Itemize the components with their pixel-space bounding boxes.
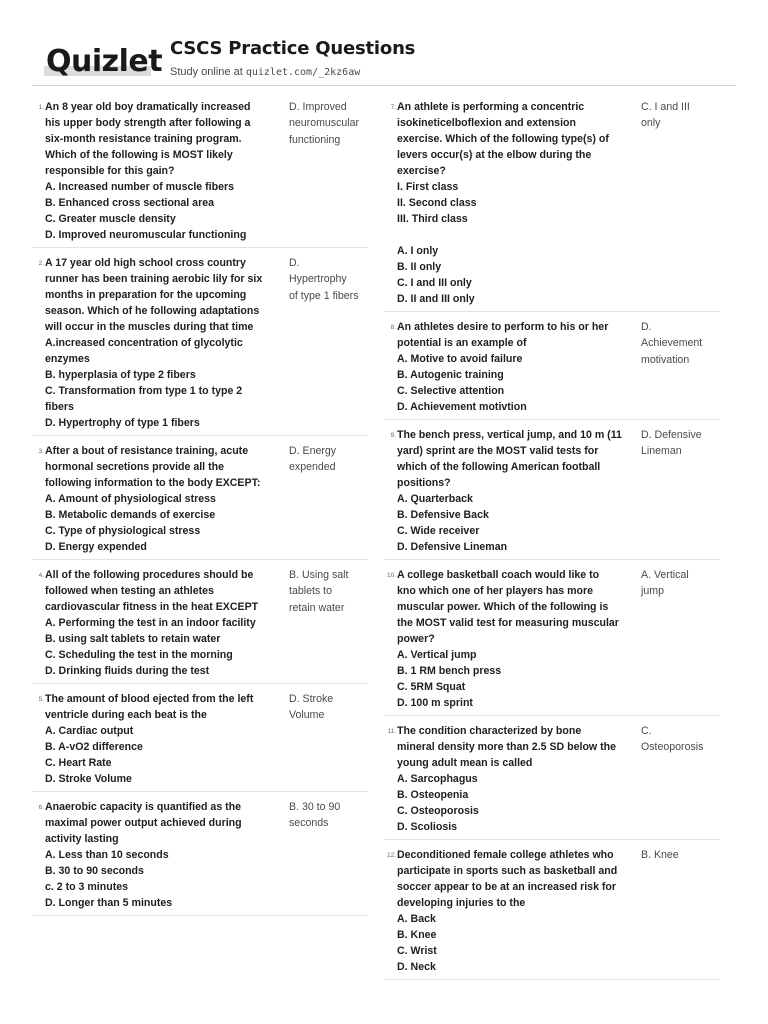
- term-line: An athletes desire to perform to his or her: [397, 321, 609, 333]
- term-line: B. Defensive Back: [397, 509, 489, 521]
- term-line: B. hyperplasia of type 2 fibers: [45, 369, 196, 381]
- definition-line: D. Improved: [289, 101, 347, 113]
- definition-line: jump: [641, 585, 664, 598]
- flashcard: [384, 564, 720, 716]
- term-line: B. Enhanced cross sectional area: [45, 197, 214, 209]
- term-line: C. Greater muscle density: [45, 213, 176, 225]
- term-line: After a bout of resistance training, acute: [45, 445, 249, 457]
- term-line: C. Transformation from type 1 to type 2: [45, 385, 243, 397]
- term-line: D. Stroke Volume: [45, 773, 132, 785]
- term-line: yard) sprint are the MOST valid tests for: [397, 445, 599, 457]
- definition-line: neuromuscular: [289, 117, 360, 130]
- flashcard: [32, 688, 368, 792]
- definition-line: D. Defensive: [641, 429, 702, 441]
- definition-line: tablets to: [289, 585, 332, 598]
- term-line: kno which one of her players has more: [397, 585, 594, 597]
- flashcard: [32, 564, 368, 684]
- term-line: A. Cardiac output: [45, 725, 134, 737]
- card-number: 6.: [38, 804, 44, 811]
- term-line: The amount of blood ejected from the left: [45, 693, 254, 705]
- term-line: C. Osteoporosis: [397, 805, 479, 817]
- term-line: C. Selective attention: [397, 385, 505, 397]
- term-line: B. Knee: [397, 929, 437, 941]
- term-line: B. Osteopenia: [397, 789, 469, 801]
- term-line: B. Autogenic training: [397, 369, 504, 381]
- term-line: C. Wide receiver: [397, 525, 480, 537]
- definition-line: Achievement: [641, 337, 703, 350]
- term-line: A. Performing the test in an indoor facility: [45, 617, 256, 629]
- card-term: [45, 99, 286, 243]
- left-column: [32, 96, 368, 920]
- term-line: ventricle during each beat is the: [45, 709, 207, 721]
- card-number: 10.: [386, 572, 396, 579]
- card-definition: [638, 427, 720, 555]
- definition-line: expended: [289, 461, 336, 474]
- term-line: D. Defensive Lineman: [397, 541, 508, 553]
- term-line: D. Energy expended: [45, 541, 147, 553]
- term-line: An 8 year old boy dramatically increased: [45, 101, 251, 113]
- definition-line: B. Knee: [641, 849, 679, 861]
- term-line: season. Which of he following adaptations: [45, 305, 260, 317]
- term-line: A. Increased number of muscle fibers: [45, 181, 234, 193]
- term-line: followed when testing an athletes: [45, 585, 214, 597]
- card-term: [397, 427, 638, 555]
- term-line: A. Quarterback: [397, 493, 473, 505]
- term-line: runner has been training aerobic lily for six: [45, 273, 263, 285]
- term-line: D. Improved neuromuscular functioning: [45, 229, 247, 241]
- term-line: cardiovascular fitness in the heat EXCEPT: [45, 601, 259, 613]
- term-line: soccer appear to be at an increased risk for: [397, 881, 617, 893]
- term-line: D. Hypertrophy of type 1 fibers: [45, 417, 200, 429]
- term-line: D. Neck: [397, 961, 436, 973]
- definition-line: seconds: [289, 817, 329, 830]
- term-line: C. Type of physiological stress: [45, 525, 201, 537]
- card-definition: [286, 567, 368, 679]
- term-line: A. Amount of physiological stress: [45, 493, 216, 505]
- card-definition: [286, 691, 368, 787]
- term-line: positions?: [397, 477, 451, 489]
- card-term: [45, 567, 286, 679]
- term-line: B. II only: [397, 261, 442, 273]
- card-number: 9.: [390, 432, 396, 439]
- term-line: hormonal secretions provide all the: [45, 461, 224, 473]
- term-line: B. Metabolic demands of exercise: [45, 509, 216, 521]
- term-line: B. 30 to 90 seconds: [45, 865, 144, 877]
- term-line: D. 100 m sprint: [397, 697, 473, 709]
- term-line: A. Sarcophagus: [397, 773, 478, 785]
- term-line: The bench press, vertical jump, and 10 m (11: [397, 429, 622, 441]
- definition-line: functioning: [289, 133, 341, 146]
- term-line: D. II and III only: [397, 293, 475, 305]
- page-title: CSCS Practice Questions: [170, 38, 416, 59]
- term-line: C. 5RM Squat: [397, 681, 466, 693]
- definition-line: D.: [289, 257, 300, 269]
- term-line: D. Longer than 5 minutes: [45, 897, 173, 909]
- term-line: young adult mean is called: [397, 757, 533, 769]
- flashcard: [32, 252, 368, 436]
- card-definition: [638, 99, 720, 307]
- term-line: months in preparation for the upcoming: [45, 289, 247, 301]
- card-term: [45, 691, 286, 787]
- term-line: B. using salt tablets to retain water: [45, 633, 221, 645]
- definition-line: only: [641, 117, 661, 130]
- definition-line: A. Vertical: [641, 569, 689, 581]
- term-line: Anaerobic capacity is quantified as the: [45, 801, 242, 813]
- card-number: 5.: [38, 696, 44, 703]
- card-definition: [286, 799, 368, 911]
- term-line: A. Back: [397, 913, 436, 925]
- term-line: B. A-vO2 difference: [45, 741, 143, 753]
- term-line: his upper body strength after following a: [45, 117, 251, 129]
- card-term: [45, 443, 286, 555]
- card-term: [45, 255, 286, 431]
- page-subtitle: [170, 66, 360, 78]
- card-definition: [638, 319, 720, 415]
- subtitle-prefix: Study online at: [170, 66, 246, 78]
- term-line: D. Drinking fluids during the test: [45, 665, 210, 677]
- term-line: II. Second class: [397, 197, 477, 209]
- definition-line: C.: [641, 725, 652, 737]
- definition-line: Lineman: [641, 445, 682, 458]
- card-term: [397, 723, 638, 835]
- card-definition: [638, 567, 720, 711]
- term-line: exercise. Which of the following type(s) of: [397, 133, 609, 145]
- term-line: following information to the body EXCEPT:: [45, 477, 261, 489]
- term-line: isokineticelboflexion and extension: [397, 117, 576, 129]
- term-line: enzymes: [45, 353, 90, 365]
- term-line: D. Scoliosis: [397, 821, 458, 833]
- card-term: [397, 847, 638, 975]
- term-line: c. 2 to 3 minutes: [45, 881, 129, 893]
- definition-line: of type 1 fibers: [289, 289, 359, 302]
- term-line: power?: [397, 633, 435, 645]
- study-url-link[interactable]: quizlet.com/_2kz6aw: [245, 67, 361, 78]
- term-line: which of the following American football: [397, 461, 601, 473]
- definition-line: D. Stroke: [289, 693, 334, 705]
- definition-line: B. Using salt: [289, 569, 349, 581]
- term-line: III. Third class: [397, 213, 468, 225]
- term-line: participate in sports such as basketball and: [397, 865, 618, 877]
- term-line: will occur in the muscles during that time: [45, 321, 254, 333]
- term-line: A. I only: [397, 245, 439, 257]
- term-line: fibers: [45, 401, 74, 413]
- term-line: I. First class: [397, 181, 459, 193]
- definition-line: D. Energy: [289, 445, 337, 457]
- definition-line: B. 30 to 90: [289, 801, 341, 813]
- term-line: Which of the following is MOST likely: [45, 149, 233, 161]
- term-line: A. Less than 10 seconds: [45, 849, 169, 861]
- term-line: mineral density more than 2.5 SD below the: [397, 741, 616, 753]
- term-line: C. I and III only: [397, 277, 472, 289]
- header-divider: [32, 85, 736, 86]
- definition-line: D.: [641, 321, 652, 333]
- definition-line: motivation: [641, 353, 690, 366]
- term-line: A.increased concentration of glycolytic: [45, 337, 243, 349]
- term-line: A college basketball coach would like to: [397, 569, 600, 581]
- term-line: exercise?: [397, 165, 446, 177]
- card-number: 11.: [387, 728, 396, 735]
- term-line: B. 1 RM bench press: [397, 665, 502, 677]
- flashcard: [384, 720, 720, 840]
- document-header: [0, 0, 768, 86]
- quizlet-logo: Quizlet: [46, 44, 163, 79]
- flashcard: [32, 796, 368, 916]
- term-line: [397, 227, 638, 243]
- flashcard: [384, 316, 720, 420]
- term-line: A. Vertical jump: [397, 649, 477, 661]
- card-definition: [286, 443, 368, 555]
- right-column: [384, 96, 720, 984]
- term-line: the MOST valid test for measuring muscular: [397, 617, 619, 629]
- card-number: 3.: [38, 448, 44, 455]
- term-line: six-month resistance training program.: [45, 133, 242, 145]
- term-line: muscular power. Which of the following is: [397, 601, 609, 613]
- term-line: A 17 year old high school cross country: [45, 257, 246, 269]
- term-line: responsible for this gain?: [45, 165, 175, 177]
- term-line: C. Heart Rate: [45, 757, 112, 769]
- card-definition: [286, 255, 368, 431]
- card-number: 8.: [390, 324, 396, 331]
- card-number: 12.: [386, 852, 396, 859]
- term-line: D. Achievement motivtion: [397, 401, 527, 413]
- card-number: 2.: [38, 260, 44, 267]
- card-definition: [638, 723, 720, 835]
- definition-line: retain water: [289, 601, 345, 614]
- term-line: All of the following procedures should be: [45, 569, 254, 581]
- term-line: The condition characterized by bone: [397, 725, 582, 737]
- card-term: [397, 99, 638, 307]
- definition-line: Osteoporosis: [641, 741, 704, 754]
- term-line: maximal power output achieved during: [45, 817, 242, 829]
- flashcard: [384, 424, 720, 560]
- card-term: [397, 567, 638, 711]
- card-number: 4.: [38, 572, 44, 579]
- flashcard: [32, 96, 368, 248]
- card-number: 1.: [38, 104, 44, 111]
- term-line: C. Scheduling the test in the morning: [45, 649, 233, 661]
- flashcard: [384, 96, 720, 312]
- term-line: C. Wrist: [397, 945, 437, 957]
- definition-line: Hypertrophy: [289, 273, 347, 286]
- term-line: Deconditioned female college athletes who: [397, 849, 614, 861]
- term-line: developing injuries to the: [397, 897, 526, 909]
- term-line: An athlete is performing a concentric: [397, 101, 585, 113]
- card-term: [45, 799, 286, 911]
- term-line: A. Motive to avoid failure: [397, 353, 523, 365]
- term-line: potential is an example of: [397, 337, 527, 349]
- flashcard: [384, 844, 720, 980]
- card-number: 7.: [390, 104, 396, 111]
- definition-line: Volume: [289, 709, 325, 722]
- term-line: levers occur(s) at the elbow during the: [397, 149, 592, 161]
- card-term: [397, 319, 638, 415]
- flashcard: [32, 440, 368, 560]
- card-definition: [638, 847, 720, 975]
- term-line: activity lasting: [45, 833, 119, 845]
- definition-line: C. I and III: [641, 101, 690, 113]
- card-definition: [286, 99, 368, 243]
